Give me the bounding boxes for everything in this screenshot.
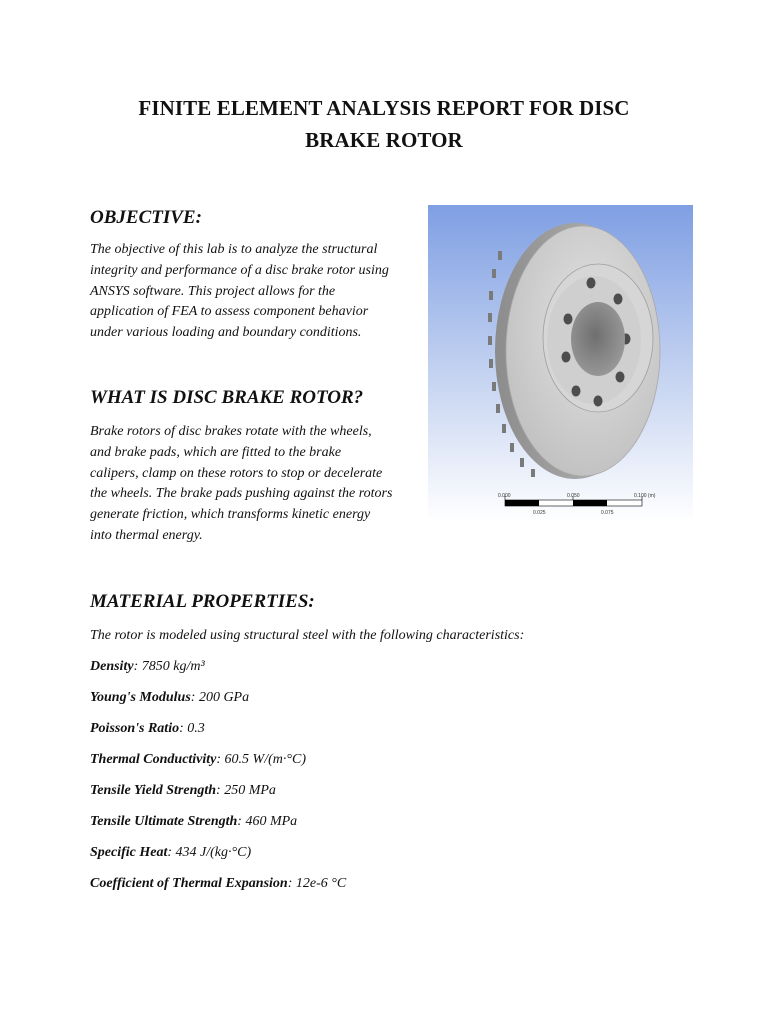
report-title [0,92,768,156]
property-value: : 434 J/(kg·°C) [167,845,252,860]
rotor-render [428,205,693,522]
property-label: Density [90,659,134,674]
property-label: Tensile Yield Strength [90,783,217,798]
rotor-line: generate friction, which transforms kinetic energy [90,507,371,523]
rotor-figure [428,205,693,522]
scale-label-025: 0.025 [533,510,546,516]
property-value: : 12e-6 °C [287,876,347,891]
property-specific-heat [90,843,251,863]
scale-label-075: 0.075 [601,510,614,516]
rotor-line: into thermal energy. [90,527,203,543]
rotor-paragraph [90,422,420,547]
property-label: Specific Heat [90,845,168,860]
report-title-line-2: BRAKE ROTOR [305,128,463,152]
property-value: : 60.5 W/(m·°C) [216,752,306,767]
materials-heading: MATERIAL PROPERTIES: [90,591,315,612]
property-tensile-ultimate-strength [90,812,297,832]
report-title-line-1: FINITE ELEMENT ANALYSIS REPORT FOR DISC [138,96,630,120]
objective-line: ANSYS software. This project allows for the [90,283,336,299]
property-value: : 250 MPa [216,783,276,798]
scale-label-100: 0.100 (m) [634,493,656,499]
materials-intro: The rotor is modeled using structural steel with the following characteristics: [90,628,525,643]
property-label: Young's Modulus [90,690,191,705]
objective-line: The objective of this lab is to analyze the structural [90,242,378,257]
scale-label-0: 0.000 [498,493,511,499]
scale-label-050: 0.050 [567,493,580,499]
objective-paragraph [90,240,420,344]
property-label: Poisson's Ratio [90,721,180,736]
objective-heading: OBJECTIVE: [90,207,202,228]
property-value: : 7850 kg/m³ [133,659,205,674]
property-label: Tensile Ultimate Strength [90,814,238,829]
rotor-line: Brake rotors of disc brakes rotate with the wheels, [90,424,372,439]
objective-line: application of FEA to assess component behavior [90,304,369,320]
rotor-line: the wheels. The brake pads pushing against the rotors [90,486,393,502]
rotor-heading: WHAT IS DISC BRAKE ROTOR? [90,387,364,408]
rotor-line: and brake pads, which are fitted to the brake [90,444,342,460]
property-poissons-ratio [90,719,205,739]
property-value: : 200 GPa [190,690,250,705]
property-thermal-expansion [90,874,346,894]
objective-line: integrity and performance of a disc brake rotor using [90,262,389,278]
center-bore [571,302,625,376]
objective-line: under various loading and boundary conditions. [90,325,362,341]
property-label: Coefficient of Thermal Expansion [90,876,288,891]
property-tensile-yield-strength [90,781,276,801]
property-value: : 0.3 [179,721,205,736]
property-value: : 460 MPa [237,814,298,829]
property-youngs-modulus [90,688,249,708]
property-thermal-conductivity [90,750,306,770]
property-label: Thermal Conductivity [90,752,217,767]
property-density [90,657,205,677]
rotor-line: calipers, clamp on these rotors to stop or decelerate [90,465,383,481]
